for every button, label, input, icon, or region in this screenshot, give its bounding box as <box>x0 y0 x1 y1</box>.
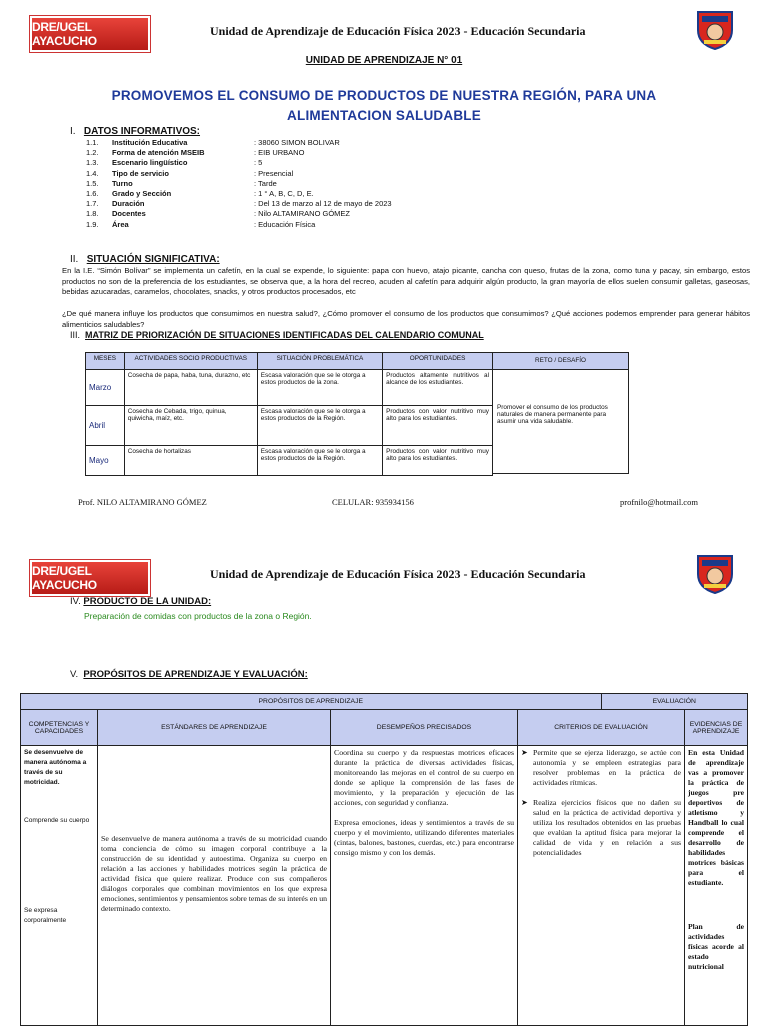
criterios-header: CRITERIOS DE EVALUACIÓN <box>518 710 685 746</box>
competencias-cell <box>21 746 98 1026</box>
datos-row: 1.4. Tipo de servicio : Presencial <box>86 168 294 178</box>
criterio-1 <box>521 748 681 788</box>
unit-number: UNIDAD DE APRENDIZAJE N° 01 <box>305 55 463 66</box>
matriz-situacion: Escasa valoración que se le otorga a estos productos de la Región. <box>257 406 382 446</box>
datos-row: 1.3. Escenario lingüístico : 5 <box>86 158 263 168</box>
datos-row: 1.5. Turno : Tarde <box>86 178 277 188</box>
datos-row: 1.6. Grado y Sección : 1 ° A, B, C, D, E. <box>86 189 314 199</box>
matriz-header: SITUACIÓN PROBLEMÁTICA <box>257 353 382 370</box>
section-1-heading <box>70 126 200 137</box>
criterio-2-text: Realiza ejercicios físicos que no dañen su salud en la práctica de actividad deportiva y utiliza los resultados obtenidos en las pruebas que evalúan la aptitud física para mejorar la calidad de vida y en relación a sus potencialidades <box>533 798 681 857</box>
evidencias-cell <box>685 746 748 1026</box>
matriz-actividad: Cosecha de papa, haba, tuna, durazno, etc <box>124 370 257 406</box>
matriz-header: OPORTUNIDADES <box>383 353 493 370</box>
propositos-header-row <box>21 710 748 746</box>
matriz-header: MESES <box>86 353 125 370</box>
matriz-header: ACTIVIDADES SOCIO PRODUCTIVAS <box>124 353 257 370</box>
dre-ugel-logo: DRE/UGEL AYACUCHO <box>30 16 150 52</box>
section-2-title: SITUACIÓN SIGNIFICATIVA: <box>86 254 220 265</box>
header-title: Unidad de Aprendizaje de Educación Física 2023 - Educación Secundaria <box>210 24 586 38</box>
criterio-2 <box>521 798 681 858</box>
situacion-paragraph-2: ¿De qué manera influye los productos que consumimos en nuestra salud?, ¿Cómo promover el consumo de los productos que consumimos? ¿Qué acciones podemos emprender para generar hábitos alimenticios saludables? <box>62 309 750 329</box>
dre-ugel-logo: DRE/UGEL AYACUCHO <box>30 560 150 596</box>
matriz-mes: Mayo <box>86 446 125 476</box>
section-3-number: III. <box>70 330 81 340</box>
datos-row: 1.8. Docentes : Nilo ALTAMIRANO GÓMEZ <box>86 209 350 219</box>
footer-professor: Prof. NILO ALTAMIRANO GÓMEZ <box>78 497 207 507</box>
datos-list <box>86 138 392 230</box>
section-3-title: MATRIZ DE PRIORIZACIÓN DE SITUACIONES IDENTIFICADAS DEL CALENDARIO COMUNAL <box>85 330 484 340</box>
evidencia-1: En esta Unidad de aprendizaje vas a promover la práctica de juegos pre deportivos de atletismo y Handball lo cual comprende el desarrollo de habilidades motrices básicas para el estudiante. <box>688 748 744 887</box>
section-4-heading <box>70 596 211 607</box>
matriz-reto-text: Promover el consumo de los productos naturales de manera permanente para asumir una vida saludable. <box>497 404 608 425</box>
criterios-cell <box>518 746 685 1026</box>
matriz-row <box>86 446 493 476</box>
matriz-actividad: Cosecha de Cebada, trigo, quinua, quiwicha, maíz, etc. <box>124 406 257 446</box>
section-1-number: I. <box>70 126 76 137</box>
datos-row: 1.7. Duración : Del 13 de marzo al 12 de mayo de 2023 <box>86 199 392 209</box>
matriz-actividad: Cosecha de hortalizas <box>124 446 257 476</box>
matriz-oportunidad: Productos con valor nutritivo muy alto para los estudiantes. <box>383 406 493 446</box>
section-5-number: V. <box>70 669 79 680</box>
matriz-situacion: Escasa valoración que se le otorga a estos productos de la Región. <box>257 446 382 476</box>
arrow-bullet-icon: ➤ <box>521 798 528 807</box>
matriz-row <box>86 370 493 406</box>
matriz-header-reto: RETO / DESAFÍO <box>493 353 628 370</box>
datos-row: 1.1. Institución Educativa : 38060 SIMON BOLIVAR <box>86 138 340 147</box>
evidencia-2: Plan de actividades físicas acorde al estado nutricional <box>688 922 744 971</box>
section-4-title: PRODUCTO DE LA UNIDAD: <box>83 596 212 607</box>
estandar-cell: Se desenvuelve de manera autónoma a través de su motricidad cuando toma conciencia de cómo su imagen corporal contribuye a la construcción de su identidad y autoestima. Organiza su cuerpo en relación a las acciones y habilidades motrices según la práctica de actividad física que quiere realizar. Produce con sus compañeros diálogos corporales que combinan movimientos en los que expresa emociones, sentimientos y pensamientos sobre temas de su interés en un determinado contexto. <box>98 746 331 1026</box>
matriz-oportunidad: Productos con valor nutritivo muy alto para los estudiantes. <box>383 446 493 476</box>
desempenos-header: DESEMPEÑOS PRECISADOS <box>331 710 518 746</box>
matriz-mes: Marzo <box>86 370 125 406</box>
school-shield-icon <box>694 552 736 594</box>
propositos-top-header-row <box>21 694 748 710</box>
matriz-mes: Abril <box>86 406 125 446</box>
school-shield-icon <box>694 8 736 50</box>
matriz-oportunidad: Productos altamente nutritivos al alcance de los estudiantes. <box>383 370 493 406</box>
matriz-situacion: Escasa valoración que se le otorga a estos productos de la zona. <box>257 370 382 406</box>
desempeno-2: Expresa emociones, ideas y sentimientos a través de su cuerpo y el movimiento, utilizando diferentes materiales (cintas, balones, bastones, cuerdas, etc.) para encontrarse consigo mismo y con los demás. <box>334 818 514 857</box>
main-title-line-1: PROMOVEMOS EL CONSUMO DE PRODUCTOS DE NUESTRA REGIÓN, PARA UNA <box>111 88 657 103</box>
estandares-header: ESTÁNDARES DE APRENDIZAJE <box>98 710 331 746</box>
main-title-line-2: ALIMENTACION SALUDABLE <box>287 108 481 123</box>
situacion-paragraph-1: En la I.E. “Simón Bolívar” se implementa un cafetín, en la cual se expende, lo siguiente: papa con huevo, atajo picante, cancha con queso, frutas de la zona, como tuna y pacay, sin embargo, estos productos no son de la preferencia de los estudiantes, se observa que, a la hora del recreo, acuden al cafetín para adquirir algún producto, la gran mayoría de ellos suelen consumir galletas, gaseosas, bebidas azucaradas, caramelos, chocolates, snacks, y otros productos procesados, etc <box>62 266 750 297</box>
section-5-title: PROPÓSITOS DE APRENDIZAJE Y EVALUACIÓN: <box>83 669 308 680</box>
section-3-heading <box>70 330 484 340</box>
section-2-heading <box>70 254 220 265</box>
footer-phone: CELULAR: 935934156 <box>332 497 414 507</box>
matriz-reto-column <box>493 352 629 474</box>
evidencias-header: EVIDENCIAS DE APRENDIZAJE <box>685 710 748 746</box>
section-2-number: II. <box>70 254 79 265</box>
desempeno-1: Coordina su cuerpo y da respuestas motrices eficaces durante la práctica de diversas actividades físicas, monitoreando las mejoras en el control de su cuerpo en donde se aplique la comprensión de las fases de movimiento, y la preparación y ejecución de las acciones, con seguridad y confianza. <box>334 748 514 807</box>
capacidad-2: Se expresa corporalmente <box>24 907 67 924</box>
datos-row: 1.9. Área : Educación Física <box>86 219 316 229</box>
matriz-row <box>86 406 493 446</box>
competencias-header: COMPETENCIAS Y CAPACIDADES <box>21 710 98 746</box>
matriz-table <box>85 352 493 476</box>
header-title: Unidad de Aprendizaje de Educación Física 2023 - Educación Secundaria <box>210 567 586 581</box>
datos-row: 1.2. Forma de atención MSEIB : EIB URBANO <box>86 148 305 158</box>
capacidad-1: Comprende su cuerpo <box>24 817 90 824</box>
evaluacion-header: EVALUACIÓN <box>601 694 748 710</box>
competencia-1: Se desenvuelve de manera autónoma a través de su motricidad. <box>24 749 87 786</box>
matriz-header-row <box>86 353 493 370</box>
desempenos-cell <box>331 746 518 1026</box>
producto-text: Preparación de comidas con productos de la zona o Región. <box>84 611 312 621</box>
section-1-title: DATOS INFORMATIVOS: <box>83 126 201 137</box>
section-4-number: IV. <box>70 596 81 607</box>
propositos-header: PROPÓSITOS DE APRENDIZAJE <box>21 694 602 710</box>
propositos-table <box>20 693 748 1026</box>
footer-email: profnilo@hotmail.com <box>620 497 698 507</box>
propositos-body-row <box>21 746 748 1026</box>
arrow-bullet-icon: ➤ <box>521 748 528 757</box>
criterio-1-text: Permite que se ejerza liderazgo, se actúe con autonomía y se empleen estrategias para resolver problemas en la práctica de actividades rítmicas. <box>533 748 681 787</box>
section-5-heading <box>70 669 308 680</box>
